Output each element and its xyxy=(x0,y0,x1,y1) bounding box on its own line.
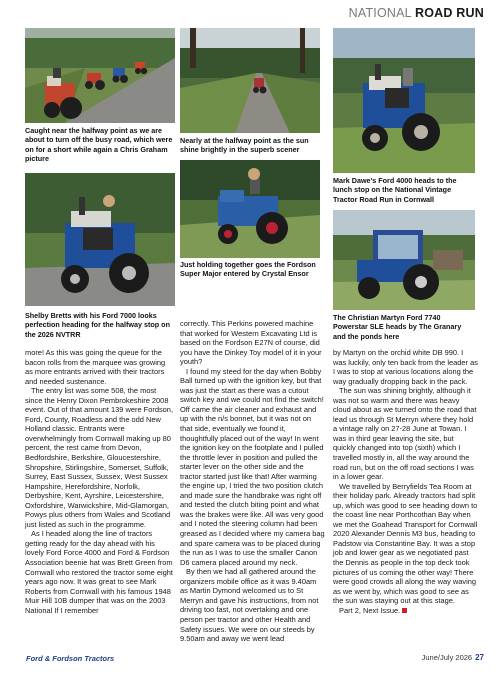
caption-photo-4: Just holding together goes the Fordson Super Major entered by Crystal Ensor xyxy=(180,260,316,279)
section-header xyxy=(349,6,484,20)
photo-ford-4000 xyxy=(333,28,475,173)
article-column-2 xyxy=(180,319,325,644)
magazine-name: Ford & Fordson Tractors xyxy=(26,654,115,663)
article-paragraph: I found my steed for the day when Bobby Ball turned up with the ignition key, but that was just the start as there was a cutout switch key and we could not find the switch! Off came the air cleaner and exhaust and up with the n/s bonnet, but it was not on that side, eventually we found it, thoughtfully placed out of the way! In went the ignition key on the footplate and I pulled the throttle lever in position and pulled the starter lever on the other side and the tractor started just like that! After warming the engine up, I tried the two position clutch and made sure the handbrake was right off and tested the clutch biting point and what was the brakes were like. All was very good and I noted the steering column had been greased as I decided where my camera bag and spare camera was to be placed during the run as I was to use the smaller Canon D6 camera placed around my neck. xyxy=(180,366,325,567)
caption-photo-5: Shelby Bretts with his Ford 7000 looks perfection heading for the halfway stop on the 2026 NVTRR xyxy=(25,311,170,339)
photo-ford-7000 xyxy=(25,173,175,306)
photo-ford-7740-powerstar xyxy=(333,210,475,310)
section-label: NATIONAL xyxy=(348,6,412,20)
caption-photo-2: Nearly at the halfway point as the sun shine brightly in the superb scener xyxy=(180,136,309,155)
article-paragraph: correctly. This Perkins powered machine that worked for Western Excavating Ltd is based on the Fordson E27N of course, did you have the Dinkey Toy model of it in your youth? xyxy=(180,319,322,367)
caption-photo-6: The Christian Martyn Ford 7740 Powerstar SLE heads by The Granary and the ponds here xyxy=(333,313,462,341)
article-paragraph: We travelled by Berryfields Tea Room at their holiday park. Already tractors had split up, which was good to see heading down to the coast line near Porthcothan Bay when we met the Goahead Transport for Cornwall 2020 Alexander Dennis M3 bus, heading to Padstow via Constantine Bay. It was a stop job and lower gear as we negotiated past the Dennis as people in the top deck took pictures of us coming the other way! There were good crowds all along the way waving as we went by, which was good to see as the sun was staying out at this stage. xyxy=(333,481,478,606)
article-paragraph: by Martyn on the orchid white DB 990. I was luckily, only ten back from the leader as I was to stop at various locations along the way gradually dropping back in the pack. xyxy=(333,348,478,386)
end-mark-icon xyxy=(402,608,407,613)
next-issue-note: Part 2, Next Issue. xyxy=(339,605,401,615)
article-paragraph: The sun was shining brightly, although it was not so warm and there was heavy cloud about as we turned onto the road that lead us through St Merryn where they hold a vintage rally on 27-28 June at Towan. I was in third gear leaving the site, but quickly changed into top (sixth) which I travelled mostly in, all the way around the road run, but on the off road sections I was in a lower gear. xyxy=(333,386,477,482)
photo-tractors-busy-road xyxy=(25,28,175,123)
photo-fordson-super-major xyxy=(180,160,320,258)
article-column-3 xyxy=(333,348,478,615)
article-paragraph: By then we had all gathered around the organizers mobile office as it was 9.40am as Martin Dymond welcomed us to St Merryn and gave his instructions, from not driving too fast, not overtaking and one person per tractor and other Health and Safety issues. We were on our steeds by 9.50am and away we went lead xyxy=(180,567,319,644)
article-column-1 xyxy=(25,348,175,615)
article-paragraph: As I headed along the line of tractors getting ready for the day ahead with his lovely Ford Force 4000 and Ford & Fordson Association beenie hat was Brett Green from Cornwall who restored the tractor some eight years ago now. It was great to see Mark Roberts from Cornwall with his famous 1948 Muir Hill 10B dumper that was on the 2003 National If I remember xyxy=(25,529,173,615)
article-paragraph-final xyxy=(333,606,478,616)
article-paragraph: more! As this was going the queue for the bacon rolls from the marquee was growing as more entrants arrived with their tractors and needed sustenance. xyxy=(25,348,166,386)
issue-date: June/July 2026 xyxy=(421,653,473,662)
section-title: ROAD RUN xyxy=(415,6,484,20)
caption-photo-1: Caught near the halfway point as we are about to turn off the busy road, which were on for a short while again a Chris Graham picture xyxy=(25,126,173,163)
photo-country-lane xyxy=(180,28,320,133)
page-number: 27 xyxy=(475,653,484,662)
caption-photo-3: Mark Dawe's Ford 4000 heads to the lunch stop on the National Vintage Tractor Road Run in Cornwall xyxy=(333,176,457,204)
article-paragraph: The entry list was some 508, the most since the Henry Dixon Pembrokeshire 2008 event. Out of that amount 139 were Fordson, Ford, County, Roadless and the odd New Holland classic. Entrants were overwhelmingly from Cornwall making up 80 percent, the rest came from Devon, Bedfordshire, Berkshire, Gloucestershire, Shropshire, Stirlingshire, Somerset, Suffolk, Surrey, East Sussex, Sussex, West Sussex Hampshire, Herefordshire, Norfolk, Derbyshire, Kent, Ayrshire, Leicestershire, Oxfordshire, Warwickshire, Mid-Glamorgan, Powys plus others from Wales and Scotland just listed as such in the programme. xyxy=(25,386,174,529)
footer-issue-page xyxy=(422,653,484,662)
